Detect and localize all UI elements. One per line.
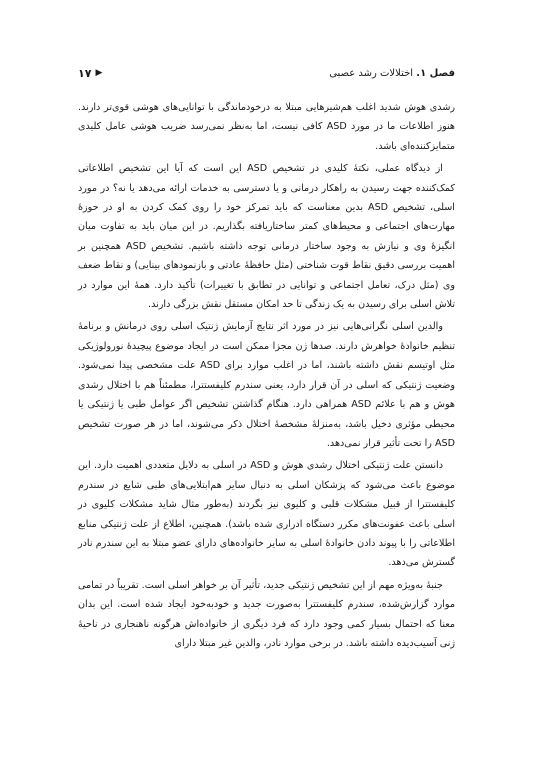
chapter-heading xyxy=(329,68,455,79)
chapter-label: فصل ۱. xyxy=(416,67,455,79)
page-number-block xyxy=(78,67,102,80)
paragraph-4: دانستن علت ژنتیکی اختلال رشدی هوش و ASD در اسلی به دلایل متعددی اهمیت دارد. این موضوع باعث می‌شود که پزشکان اسلی به دنبال سایر هم‌ابتلایی‌های طبی شایع در سندرم کلیفستترا از قبیل مشکلات قلبی و کلیوی نیز بگردند (به‌طور مثال شاید مشکلات کلیوی در اسلی باعث عفونت‌های مکرر دستگاه ادراری شده باشد). همچنین، اطلاع از علت ژنتیکی منابع اطلاعاتی را با پیوند دادن خانوادهٔ اسلی به سایر خانواده‌های دارای عضو مبتلا به این سندرم نادر گسترش می‌دهد. xyxy=(78,460,455,569)
body-text xyxy=(78,98,455,656)
triangle-right-icon: ▶ xyxy=(95,68,103,78)
page-number: ۱۷ xyxy=(78,66,92,80)
paragraph-1: رشدی هوش شدید اغلب هم‌شیرهایی مبتلا به درخودماندگی با توانایی‌های هوشی قوی‌تر دارند. هنوز اطلاعات ما در مورد ASD کافی نیست، اما به‌نظر نمی‌رسد ضریب هوشی عامل کلیدی متمایزکننده‌ای باشد. xyxy=(78,102,455,152)
paragraph-2: از دیدگاه عملی، نکتهٔ کلیدی در تشخیص ASD این است که آیا این تشخیص اطلاعاتی کمک‌کننده جهت رسیدن به راهکار درمانی و یا دسترسی به خدمات ارائه می‌دهد یا نه؟ در مورد اسلی، تشخیص ASD بدین معناست که باید تمرکز خود را روی کمک کردن به او در حوزهٔ مهارت‌های اجتماعی و محیط‌های کمتر ساختاریافته بگذاریم. در این میان باید به تفاوت میان انگیزهٔ وی و نیازش به وجود ساختار درمانی توجه داشته باشیم. تشخیص ASD همچنین بر اهمیت بررسی دقیق نقاط قوت شناختی (مثل حافظهٔ عادتی و بازنمودهای بینایی) و نقاط ضعف وی (مثل درک، تعامل اجتماعی و توانایی در تطابق با تغییرات) تأکید دارد. همهٔ این موارد در تلاش اسلی برای رسیدن به یک زندگی تا حد امکان مستقل نقش بزرگی دارند. xyxy=(78,163,455,311)
paragraph-3: والدین اسلی نگرانی‌هایی نیز در مورد اثر نتایج آزمایش ژنتیک اسلی روی درمانش و برنامهٔ تنظیم خانوادهٔ خواهرش دارند. صدها ژن مجزا ممکن است در ایجاد موضوع پیچیدهٔ نورولوژیکی مثل اوتیسم نقش داشته باشند، اما در اغلب موارد برای ASD علت مشخصی پیدا نمی‌شود. وضعیت ژنتیکی که اسلی در آن قرار دارد، یعنی سندرم کلیفستترا، مطمئناً هم با اختلال رشدی هوش و هم با علائم ASD همراهی دارد. هنگام گذاشتن تشخیص اگر عوامل طبی یا ژنتیکی یا محیطی مؤثری دخیل باشد، به‌منزلهٔ مشخصهٔ اختلال ذکر می‌شوند، اما در هر صورت تشخیص ASD را تحت تأثیر قرار نمی‌دهد. xyxy=(78,321,455,449)
running-header xyxy=(78,63,455,83)
chapter-title: اختلالات رشد عصبی xyxy=(329,67,414,79)
paragraph-5: جنبهٔ به‌ویژه مهم از این تشخیص ژنتیکی جدید، تأثیر آن بر خواهر اسلی است. تقریباً در تمامی موارد گزارش‌شده، سندرم کلیفستترا به‌صورت جدید و خودبه‌خود ایجاد شده است. این بدان معنا که احتمال بسیار کمی وجود دارد که فرد دیگری از خانواده‌اش هرگونه ناهنجاری در ناحیهٔ ژنی آسیب‌دیده داشته باشد. در برخی موارد نادر، والدین غیر مبتلا دارای xyxy=(78,579,455,649)
